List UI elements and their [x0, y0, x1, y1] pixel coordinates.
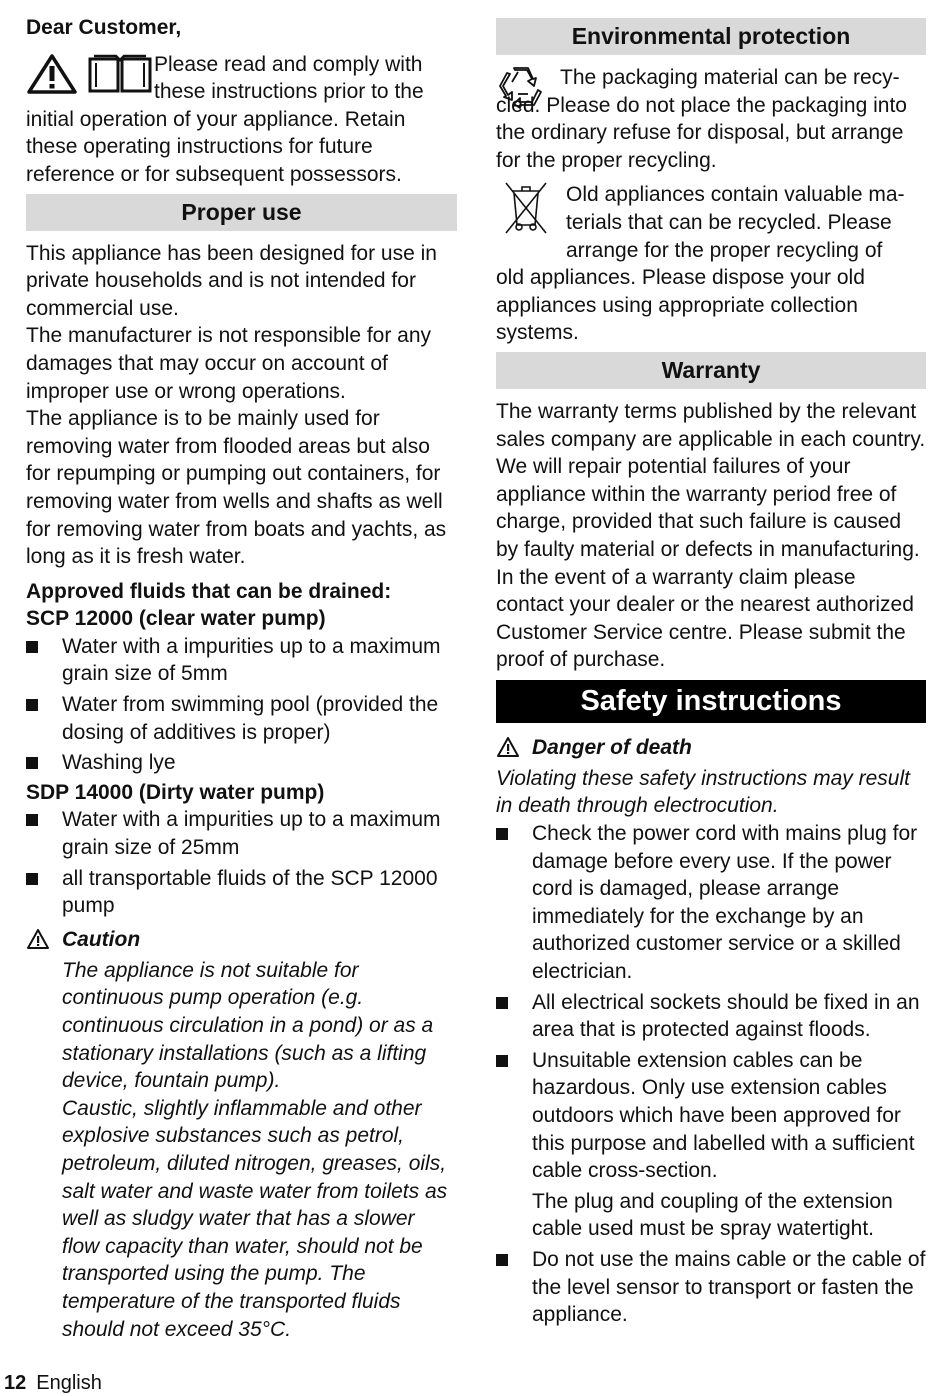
list-item-text: Do not use the mains cable or the cable of the level sensor to transport or fasten the appliance.	[532, 1247, 926, 1327]
bullet-square-icon	[26, 641, 38, 653]
proper-use-heading: Proper use	[26, 194, 457, 231]
warning-triangle-icon	[26, 928, 50, 950]
environmental-protection-heading: Environmental protection	[496, 18, 926, 55]
bullet-square-icon	[496, 1254, 508, 1266]
intro-text: initial operation of your appliance. Retain these operating instructions for future reference or for subsequent possessors.	[26, 107, 406, 186]
proper-use-paragraph-2: The manufacturer is not responsible for any damages that may occur on account of improper use or wrong operations.	[26, 324, 432, 403]
recycling-block	[496, 64, 926, 174]
list-item	[26, 806, 457, 861]
right-column	[496, 14, 926, 1329]
list-item-extra-text: The plug and coupling of the extension cable used must be spray watertight.	[532, 1189, 893, 1241]
safety-list	[496, 820, 926, 1329]
caution-paragraph-2: Caustic, slightly inflammable and other explosive substances such as petrol, petroleum, diluted nitrogen, greases, oils, salt water and waste water from toilets as well as sludgy water that has a slower flow capacity than water, should not be transported using the pump. The temperature of the transported fluids should not exceed 35°C.	[62, 1096, 448, 1341]
crossed-bin-icon	[500, 177, 552, 237]
intro-line-2: these instructions prior to the	[154, 80, 424, 104]
manual-book-icon	[86, 53, 154, 95]
bullet-square-icon	[26, 814, 38, 826]
greeting: Dear Customer,	[26, 16, 182, 39]
proper-use-paragraph-3: The appliance is to be mainly used for removing water from flooded areas but also for repumping or pumping out containers, for removing water from wells and shafts as well for removing water from boats and yachts, as long as it is fresh water.	[26, 407, 447, 569]
list-item	[496, 1246, 926, 1329]
list-item	[496, 820, 926, 986]
caution-body	[26, 957, 457, 1343]
disposal-block	[496, 181, 926, 347]
danger-heading	[496, 733, 926, 763]
scp-list	[26, 633, 457, 777]
env-paragraph-1: cled. Please do not place the packaging into the ordinary refuse for disposal, but arrange for the proper recycling.	[496, 93, 907, 172]
sdp-list	[26, 806, 457, 919]
list-item-text: Washing lye	[62, 751, 176, 775]
page-footer	[4, 1372, 102, 1395]
bullet-square-icon	[26, 873, 38, 885]
list-item-text: Water from swimming pool (provided the dosing of additives is proper)	[62, 693, 439, 744]
danger-paragraph: Violating these safety instructions may result in death through electrocution.	[496, 766, 910, 818]
warranty-heading: Warranty	[496, 352, 926, 389]
intro-line-1: Please read and comply with	[154, 52, 423, 76]
caution-title: Caution	[62, 927, 141, 951]
scp-heading: SCP 12000 (clear water pump)	[26, 607, 326, 631]
list-item-text: all transportable fluids of the SCP 12000 pump	[62, 866, 438, 918]
warranty-paragraph: The warranty terms published by the relevant sales company are applicable in each country. We will repair potential failures of your appliance within the warranty period free of charge, provided that such failure is caused by faulty material or defects in manufacturing. In the event of a warranty claim please contact your dealer or the nearest authorized Customer Service centre. Please submit the proof of purchase.	[496, 399, 926, 672]
list-item	[496, 1047, 926, 1243]
page-number: 12	[4, 1372, 27, 1394]
list-item-text: Water with a impurities up to a maximum grain size of 25mm	[62, 808, 441, 860]
bullet-square-icon	[496, 828, 508, 840]
sdp-heading: SDP 14000 (Dirty water pump)	[26, 780, 325, 804]
bullet-square-icon	[496, 1055, 508, 1067]
list-item-text: Water with a impurities up to a maximum grain size of 5mm	[62, 634, 441, 686]
env-paragraph-1-line-1: The packaging material can be recy-	[560, 66, 900, 89]
caution-paragraph-1: The appliance is not suitable for continuous pump operation (e.g. continuous circulation in a pond) or as a stationary installations (such as a lifting device, fountain pump).	[62, 958, 434, 1093]
approved-fluids-heading: Approved fluids that can be drained:	[26, 579, 392, 603]
list-item	[496, 989, 926, 1044]
warning-triangle-icon	[496, 736, 520, 758]
env-paragraph-2-line-1: Old appliances contain valuable ma-	[566, 183, 905, 207]
recycle-icon	[498, 64, 544, 110]
caution-heading	[26, 925, 457, 955]
list-item	[26, 749, 457, 777]
left-column	[26, 14, 457, 1343]
env-paragraph-2-line-2: terials that can be recycled. Please	[566, 210, 892, 234]
list-item-text: Unsuitable extension cables can be hazardous. Only use extension cables outdoors which have been approved for this purpose and labelled with a sufficient cable cross-section.	[532, 1048, 915, 1183]
warning-triangle-icon	[26, 53, 78, 95]
list-item	[26, 633, 457, 688]
list-item-text: Check the power cord with mains plug for damage before every use. If the power cord is damaged, please arrange immediately for the exchange by an authorized customer service or a skilled electrician.	[532, 822, 918, 984]
list-item	[26, 691, 457, 746]
bullet-square-icon	[26, 699, 38, 711]
bullet-square-icon	[26, 757, 38, 769]
footer-language: English	[36, 1372, 102, 1394]
list-item-text: All electrical sockets should be fixed in an area that is protected against floods.	[532, 990, 920, 1042]
list-item	[26, 865, 457, 920]
intro-icons	[26, 53, 154, 100]
proper-use-paragraph-1: This appliance has been designed for use in private households and is not intended for commercial use.	[26, 241, 437, 320]
env-paragraph-2-line-3: arrange for the proper recycling of	[566, 238, 883, 262]
intro-block	[26, 51, 457, 189]
bullet-square-icon	[496, 997, 508, 1009]
env-paragraph-2: old appliances. Please dispose your old appliances using appropriate collection systems.	[496, 266, 865, 345]
safety-instructions-heading: Safety instructions	[496, 680, 926, 723]
danger-title: Danger of death	[532, 735, 692, 759]
